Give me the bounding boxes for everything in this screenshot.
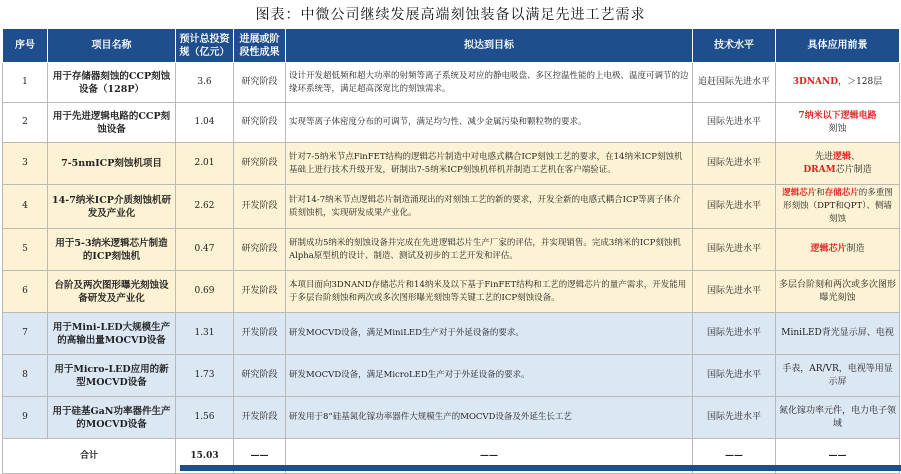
table-row xyxy=(3,397,900,439)
cell-stage: 开发阶段 xyxy=(234,397,286,439)
cell-app: 氮化镓功率元件，电力电子领域 xyxy=(776,397,900,439)
total-dash: —— xyxy=(776,439,900,474)
cell-no: 7 xyxy=(3,313,48,355)
cell-app xyxy=(776,103,900,143)
app-text: 先进 xyxy=(814,151,833,162)
project-table xyxy=(2,28,900,474)
cell-tech: 国际先进水平 xyxy=(693,271,776,313)
cell-name: 用于硅基GaN功率器件生产的MOCVD设备 xyxy=(48,397,176,439)
total-dash: —— xyxy=(693,439,776,474)
total-label: 合计 xyxy=(3,439,176,474)
cell-name: 14-7纳米ICP介质刻蚀机研发及产业化 xyxy=(48,185,176,229)
table-row xyxy=(3,271,900,313)
app-text: ，＞128层 xyxy=(838,77,883,87)
app-text: 、 xyxy=(851,151,861,162)
cell-invest: 0.47 xyxy=(176,229,234,271)
table-row xyxy=(3,63,900,103)
cell-no: 3 xyxy=(3,143,48,185)
cell-no: 6 xyxy=(3,271,48,313)
cell-desc: 研发MOCVD设备，满足MiniLED生产对于外延设备的要求。 xyxy=(286,313,693,355)
cell-name: 7-5nmICP刻蚀机项目 xyxy=(48,143,176,185)
cell-invest: 1.04 xyxy=(176,103,234,143)
cell-tech: 国际先进水平 xyxy=(693,313,776,355)
cell-name: 台阶及两次图形曝光刻蚀设备研发及产业化 xyxy=(48,271,176,313)
cell-invest: 2.62 xyxy=(176,185,234,229)
app-text: 芯片制造 xyxy=(835,164,872,175)
cell-app xyxy=(776,63,900,103)
cell-desc: 研发用于8”硅基氮化镓功率器件大规模生产的MOCVD设备及外延生长工艺 xyxy=(286,397,693,439)
cell-app: 多层台阶刻和两次或多次图形曝光刻蚀 xyxy=(776,271,900,313)
cell-stage: 研究阶段 xyxy=(234,103,286,143)
cell-invest: 1.56 xyxy=(176,397,234,439)
cell-invest: 3.6 xyxy=(176,63,234,103)
cell-invest: 0.69 xyxy=(176,271,234,313)
header-app: 具体应用前景 xyxy=(776,29,900,63)
header-stage: 进展或阶段性成果 xyxy=(234,29,286,63)
app-text: 刻蚀 xyxy=(828,123,847,134)
cell-stage: 研究阶段 xyxy=(234,143,286,185)
cell-stage: 开发阶段 xyxy=(234,313,286,355)
table-row xyxy=(3,355,900,397)
cell-no: 4 xyxy=(3,185,48,229)
app-highlight: 7纳米以下逻辑电路 xyxy=(798,110,877,121)
table-row xyxy=(3,103,900,143)
cell-invest: 1.31 xyxy=(176,313,234,355)
total-dash: —— xyxy=(286,439,693,474)
cell-desc: 实现等离子体密度分布的可调节，满足均匀性、减少金属污染和颗粒物的要求。 xyxy=(286,103,693,143)
cell-name: 用于5-3纳米逻辑芯片制造的ICP刻蚀机 xyxy=(48,229,176,271)
cell-no: 9 xyxy=(3,397,48,439)
cell-desc: 针对14-7纳米节点逻辑芯片制造涌现出的对刻蚀工艺的新的要求，开发全新的电感式耦合ICP等离子体介质刻蚀机，实现研发成果产业化。 xyxy=(286,185,693,229)
app-text: 和 xyxy=(816,188,825,198)
cell-desc: 研制成功5纳米的刻蚀设备并完成在先进逻辑芯片生产厂家的评估，并实现销售。完成3纳米的ICP刻蚀机Alpha原型机的设计、制造、测试及初步的工艺开发和评估。 xyxy=(286,229,693,271)
cell-no: 1 xyxy=(3,63,48,103)
cell-stage: 研究阶段 xyxy=(234,63,286,103)
cell-app: 手表，AR/VR，电视等用显示屏 xyxy=(776,355,900,397)
cell-name: 用于存储器刻蚀的CCP刻蚀设备（128P） xyxy=(48,63,176,103)
cell-tech: 追赶国际先进水平 xyxy=(693,63,776,103)
cell-tech: 国际先进水平 xyxy=(693,185,776,229)
cell-name: 用于Mini-LED大规模生产的高输出量MOCVD设备 xyxy=(48,313,176,355)
figure-title: 图表：中微公司继续发展高端刻蚀装备以满足先进工艺需求 xyxy=(255,7,646,23)
header-no: 序号 xyxy=(3,29,48,63)
cell-stage: 开发阶段 xyxy=(234,271,286,313)
cell-stage: 研究阶段 xyxy=(234,229,286,271)
cell-stage: 开发阶段 xyxy=(234,185,286,229)
app-highlight: DRAM xyxy=(803,164,836,175)
total-invest: 15.03 xyxy=(176,439,234,474)
header-invest: 预计总投资规（亿元） xyxy=(176,29,234,63)
table-row xyxy=(3,143,900,185)
cell-invest: 2.01 xyxy=(176,143,234,185)
header-desc: 拟达到目标 xyxy=(286,29,693,63)
total-dash: —— xyxy=(234,439,286,474)
table-row xyxy=(3,185,900,229)
header-tech: 技术水平 xyxy=(693,29,776,63)
header-name: 项目名称 xyxy=(48,29,176,63)
app-highlight: 存储芯片 xyxy=(824,188,859,198)
cell-tech: 国际先进水平 xyxy=(693,143,776,185)
cell-app: MiniLED背光显示屏、电视 xyxy=(776,313,900,355)
header-row xyxy=(3,29,900,63)
footer-bar xyxy=(180,465,901,471)
cell-tech: 国际先进水平 xyxy=(693,229,776,271)
cell-no: 5 xyxy=(3,229,48,271)
cell-desc: 设计开发超低频和超大功率的射频等离子系统及对应的静电吸盘、多区控温性能的上电极、温度可调节的边缘环系统等，满足超高深宽比的刻蚀需求。 xyxy=(286,63,693,103)
cell-desc: 研发MOCVD设备，满足MicroLED生产对于外延设备的要求。 xyxy=(286,355,693,397)
cell-no: 8 xyxy=(3,355,48,397)
table-row xyxy=(3,313,900,355)
app-highlight: 逻辑 xyxy=(832,151,851,162)
cell-invest: 1.73 xyxy=(176,355,234,397)
cell-name: 用于先进逻辑电路的CCP刻蚀设备 xyxy=(48,103,176,143)
cell-desc: 针对7-5纳米节点FinFET结构的逻辑芯片制造中对电感式耦合ICP刻蚀工艺的要求，在14纳米ICP刻蚀机基础上进行技术升级开发，研制出7-5纳米ICP刻蚀机样机并制造工艺机在客户端验证。 xyxy=(286,143,693,185)
cell-app xyxy=(776,229,900,271)
cell-app xyxy=(776,143,900,185)
app-highlight: 逻辑芯片 xyxy=(782,188,817,198)
cell-name: 用于Micro-LED应用的新型MOCVD设备 xyxy=(48,355,176,397)
app-text: 制造 xyxy=(846,244,865,254)
cell-app xyxy=(776,185,900,229)
app-highlight: 3DNAND xyxy=(792,77,839,87)
cell-tech: 国际先进水平 xyxy=(693,355,776,397)
cell-no: 2 xyxy=(3,103,48,143)
cell-tech: 国际先进水平 xyxy=(693,397,776,439)
app-text: 的多重图形刻蚀（DPT和QPT）、侧墙刻蚀 xyxy=(783,188,893,224)
app-highlight: 逻辑芯片 xyxy=(810,244,847,254)
table-row xyxy=(3,229,900,271)
cell-stage: 研究阶段 xyxy=(234,355,286,397)
cell-desc: 本项目面向3DNAND存储芯片和14纳米及以下基于FinFET结构和工艺的逻辑芯片的量产需求，开发能用于多层台阶刻蚀和两次或多次图形曝光刻蚀等关键工艺的ICP刻蚀设备。 xyxy=(286,271,693,313)
cell-tech: 国际先进水平 xyxy=(693,103,776,143)
